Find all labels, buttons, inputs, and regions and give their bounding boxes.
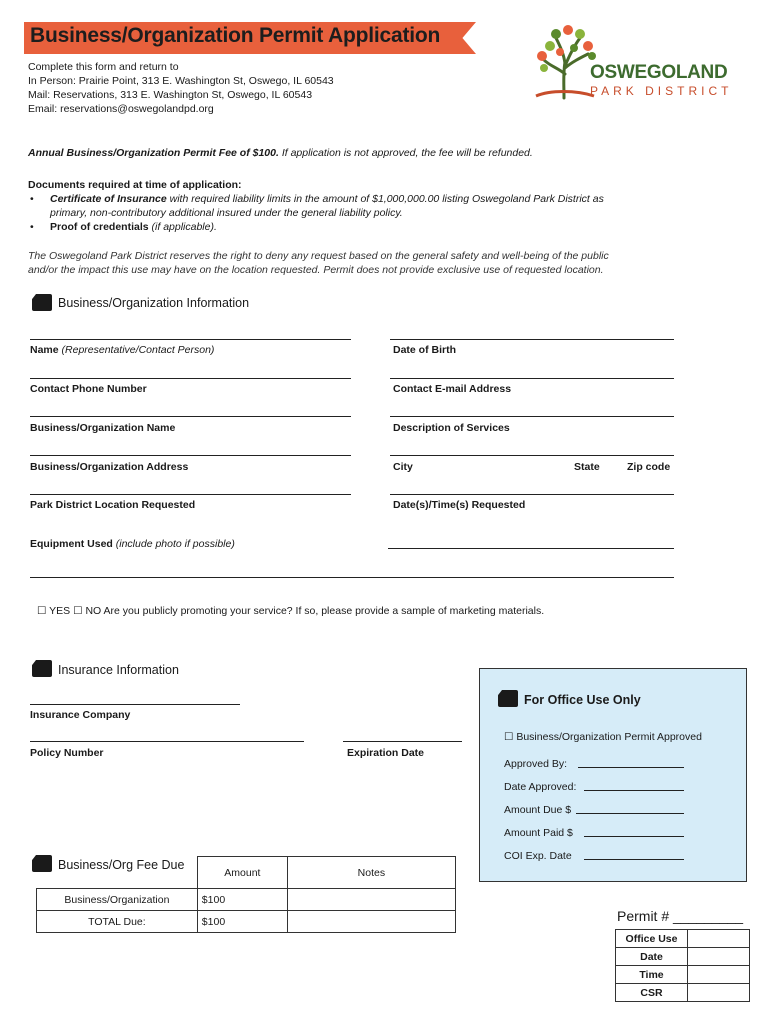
table-row [37,889,456,911]
approved-label: Business/Organization Permit Approved [516,731,702,743]
amount-paid-input[interactable] [584,836,684,837]
expiration-date-input[interactable] [343,741,462,742]
table-row [616,930,750,948]
date-approved-input[interactable] [584,790,684,791]
disclaimer-line: The Oswegoland Park District reserves the right to deny any request based on the general safety and well-being of the public [28,250,609,262]
no-checkbox[interactable]: ☐ [73,605,83,617]
fee-header-table [197,856,456,889]
dates-label: Date(s)/Time(s) Requested [393,499,526,511]
date-approved-label: Date Approved: [504,781,577,793]
instruction-line: In Person: Prairie Point, 313 E. Washington St, Oswego, IL 60543 [28,75,334,87]
fee-row-notes[interactable] [287,911,455,933]
no-label: NO [85,605,102,617]
address-input[interactable] [30,455,351,456]
fee-row-label: TOTAL Due: [37,911,198,933]
insurance-company-input[interactable] [30,704,240,705]
doc-item-bold: Certificate of Insurance [50,193,167,205]
dob-input[interactable] [390,339,674,340]
yes-label: YES [49,605,71,617]
fee-table [36,888,456,933]
section-flag-icon [32,660,52,677]
amount-due-label: Amount Due $ [504,804,572,816]
address-label: Business/Organization Address [30,461,189,473]
logo-name: OSWEGOLAND [590,62,728,83]
coi-exp-label: COI Exp. Date [504,850,572,862]
table-row [616,948,750,966]
page-title: Business/Organization Permit Application [30,24,441,47]
permit-row-value[interactable] [688,966,750,984]
permit-row-value[interactable] [688,984,750,1002]
section-flag-icon [32,855,52,872]
location-input[interactable] [30,494,351,495]
amount-column-header: Amount [198,857,288,889]
fee-notice [28,146,533,160]
approved-check [504,731,702,743]
phone-input[interactable] [30,378,351,379]
permit-row-label: Time [616,966,688,984]
name-input[interactable] [30,339,351,340]
doc-item-text: primary, non-contributory additional insured under the general liability policy. [50,207,403,219]
promo-question [37,604,544,618]
disclaimer [28,249,609,277]
approved-by-label: Approved By: [504,758,568,770]
fee-notice-bold: Annual Business/Organization Permit Fee of $100. [28,147,279,159]
fee-section-heading: Business/Org Fee Due [58,858,185,872]
equipment-label: Equipment Used (include photo if possible) [30,538,235,550]
permit-row-value[interactable] [688,930,750,948]
approved-by-input[interactable] [578,767,684,768]
fee-notice-rest: If application is not approved, the fee will be refunded. [278,147,533,159]
expiration-date-label: Expiration Date [347,747,425,759]
amount-paid-label: Amount Paid $ [504,827,573,839]
email-label: Contact E-mail Address [393,383,512,395]
promo-question-text: Are you publicly promoting your service? If so, please provide a sample of marketing materials. [103,605,545,617]
instructions [28,60,334,116]
description-label: Description of Services [393,422,510,434]
city-state-zip-input[interactable] [390,455,674,456]
permit-row-label: CSR [616,984,688,1002]
doc-item-text: (if applicable). [148,221,217,233]
permit-row-label: Date [616,948,688,966]
location-label: Park District Location Requested [30,499,196,511]
section-flag-icon [32,294,52,311]
dob-label: Date of Birth [393,344,456,356]
amount-due-input[interactable] [576,813,684,814]
description-input[interactable] [390,416,674,417]
equipment-input[interactable] [388,548,674,549]
zip-label: Zip code [627,461,671,473]
email-input[interactable] [390,378,674,379]
office-use-heading: For Office Use Only [524,693,641,707]
table-row [616,966,750,984]
fee-row-amount: $100 [197,911,287,933]
instruction-line: Mail: Reservations, 313 E. Washington St, Oswego, IL 60543 [28,89,313,101]
documents-required [28,178,604,234]
org-name-label: Business/Organization Name [30,422,176,434]
permit-number-label: Permit # _________ [617,908,744,924]
fee-row-notes[interactable] [287,889,455,911]
table-row [616,984,750,1002]
notes-column-header: Notes [287,857,455,889]
permit-row-label: Office Use [616,930,688,948]
instruction-line: Complete this form and return to [28,61,179,73]
insurance-company-label: Insurance Company [30,709,131,721]
policy-number-label: Policy Number [30,747,104,759]
permit-row-value[interactable] [688,948,750,966]
city-label: City [393,461,413,473]
policy-number-input[interactable] [30,741,304,742]
permit-table [615,929,750,1002]
yes-checkbox[interactable]: ☐ [37,605,47,617]
disclaimer-line: and/or the impact this use may have on the location requested. Permit does not provide exclusive use of requested location. [28,264,604,276]
doc-item-text: with required liability limits in the amount of $1,000,000.00 listing Oswegoland Park District as [166,193,604,205]
state-label: State [574,461,600,473]
equipment-input-line2[interactable] [30,577,674,578]
bullet: • [30,221,34,233]
instruction-line: Email: reservations@oswegolandpd.org [28,103,214,115]
insurance-section-heading: Insurance Information [58,663,179,677]
phone-label: Contact Phone Number [30,383,147,395]
dates-input[interactable] [390,494,674,495]
name-label: Name (Representative/Contact Person) [30,344,215,356]
org-name-input[interactable] [30,416,351,417]
business-section-heading: Business/Organization Information [58,296,250,310]
approved-checkbox[interactable]: ☐ [504,731,514,743]
bullet: • [30,193,34,205]
fee-row-amount: $100 [197,889,287,911]
doc-item-bold: Proof of credentials [50,221,149,233]
section-flag-icon [498,690,518,707]
documents-heading: Documents required at time of application: [28,179,242,191]
logo-subtitle: PARK DISTRICT [590,84,733,98]
coi-exp-input[interactable] [584,859,684,860]
fee-row-label: Business/Organization [37,889,198,911]
table-row [37,911,456,933]
